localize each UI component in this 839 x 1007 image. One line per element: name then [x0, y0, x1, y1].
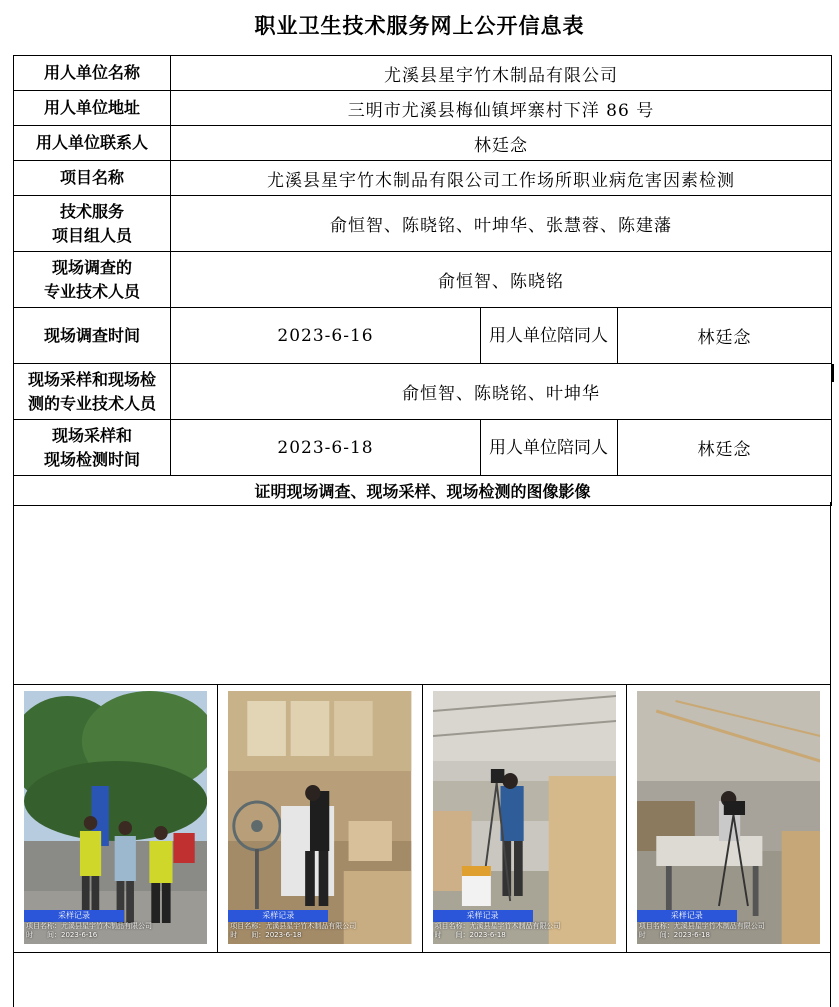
photo-1-caption-line2: 时 间：2023-6-16	[26, 931, 98, 939]
sampling-time-label	[14, 420, 171, 476]
sampling-time-label-line1: 现场采样和	[51, 425, 132, 445]
sampling-staff-label-line2: 测的专业技术人员	[27, 393, 156, 413]
photo-warehouse-tripod-image	[433, 691, 616, 944]
photo-outdoor-group	[24, 691, 207, 944]
row-employer-contact	[14, 126, 832, 161]
photo-1-caption	[26, 922, 152, 940]
row-project-name	[14, 161, 832, 196]
team-label-line1: 技术服务	[59, 201, 124, 221]
team-label	[14, 196, 171, 252]
photo-cell-4	[627, 685, 830, 952]
project-name-label: 项目名称	[14, 161, 171, 196]
info-table	[13, 55, 832, 506]
sampling-time-label-line2: 现场检测时间	[43, 449, 140, 469]
photo-strip	[14, 684, 830, 953]
employer-address-value: 三明市尤溪县梅仙镇坪寨村下洋 86 号	[171, 91, 832, 126]
page-title: 职业卫生技术服务网上公开信息表	[254, 14, 585, 38]
photo-4-caption	[639, 922, 765, 940]
survey-time-date: 2023-6-16	[171, 308, 481, 364]
survey-staff-label	[14, 252, 171, 308]
row-survey-time	[14, 308, 832, 364]
photo-1-tag: 采样记录	[24, 910, 124, 922]
survey-staff-label-line1: 现场调查的	[51, 257, 132, 277]
photo-3-caption-line1: 项目名称：尤溪县星宇竹木制品有限公司	[434, 922, 561, 930]
photo-1-caption-line1: 项目名称：尤溪县星宇竹木制品有限公司	[26, 922, 152, 930]
row-section-title	[14, 476, 832, 506]
photo-workshop-machine	[637, 691, 820, 944]
employer-contact-value: 林廷念	[171, 126, 832, 161]
row-sampling-time	[14, 420, 832, 476]
photo-2-caption	[230, 922, 356, 940]
row-employer-name	[14, 56, 832, 91]
sampling-staff-value: 俞恒智、陈晓铭、叶坤华	[171, 364, 832, 420]
sampling-time-date: 2023-6-18	[171, 420, 481, 476]
sampling-staff-label	[14, 364, 171, 420]
photo-cell-1	[14, 685, 218, 952]
survey-accomp-label: 用人单位陪同人	[481, 308, 618, 364]
photo-4-caption-line1: 项目名称：尤溪县星宇竹木制品有限公司	[638, 922, 765, 930]
sampling-accomp-label: 用人单位陪同人	[481, 420, 618, 476]
text-cursor	[832, 364, 834, 382]
section-title: 证明现场调查、现场采样、现场检测的图像影像	[14, 476, 832, 506]
survey-staff-value: 俞恒智、陈晓铭	[171, 252, 832, 308]
photo-workshop-machine-image	[637, 691, 820, 944]
employer-contact-label: 用人单位联系人	[14, 126, 171, 161]
survey-time-label: 现场调查时间	[14, 308, 171, 364]
sampling-staff-label-line1: 现场采样和现场检	[27, 369, 156, 389]
row-sampling-staff	[14, 364, 832, 420]
row-team	[14, 196, 832, 252]
photo-workshop-fan	[228, 691, 411, 944]
photo-4-caption-line2: 时 间：2023-6-18	[638, 931, 710, 939]
project-name-value: 尤溪县星宇竹木制品有限公司工作场所职业病危害因素检测	[171, 161, 832, 196]
row-survey-staff	[14, 252, 832, 308]
row-employer-address	[14, 91, 832, 126]
photo-cell-3	[423, 685, 627, 952]
photo-2-caption-line1: 项目名称：尤溪县星宇竹木制品有限公司	[230, 922, 357, 930]
photo-3-caption-line2: 时 间：2023-6-18	[434, 931, 506, 939]
survey-accomp-value: 林廷念	[618, 308, 832, 364]
photo-3-tag: 采样记录	[433, 910, 533, 922]
photo-2-tag: 采样记录	[228, 910, 328, 922]
photo-2-caption-line2: 时 间：2023-6-18	[230, 931, 302, 939]
photo-3-caption	[435, 922, 561, 940]
employer-name-value: 尤溪县星宇竹木制品有限公司	[171, 56, 832, 91]
team-value: 俞恒智、陈晓铭、叶坤华、张慧蓉、陈建藩	[171, 196, 832, 252]
survey-staff-label-line2: 专业技术人员	[43, 281, 140, 301]
photo-cell-2	[218, 685, 422, 952]
photo-warehouse-tripod	[433, 691, 616, 944]
photo-4-tag: 采样记录	[637, 910, 737, 922]
team-label-line2: 项目组人员	[51, 225, 132, 245]
sampling-accomp-value: 林廷念	[618, 420, 832, 476]
photo-outdoor-group-image	[24, 691, 207, 944]
photo-workshop-fan-image	[228, 691, 411, 944]
employer-name-label: 用人单位名称	[14, 56, 171, 91]
employer-address-label: 用人单位地址	[14, 91, 171, 126]
